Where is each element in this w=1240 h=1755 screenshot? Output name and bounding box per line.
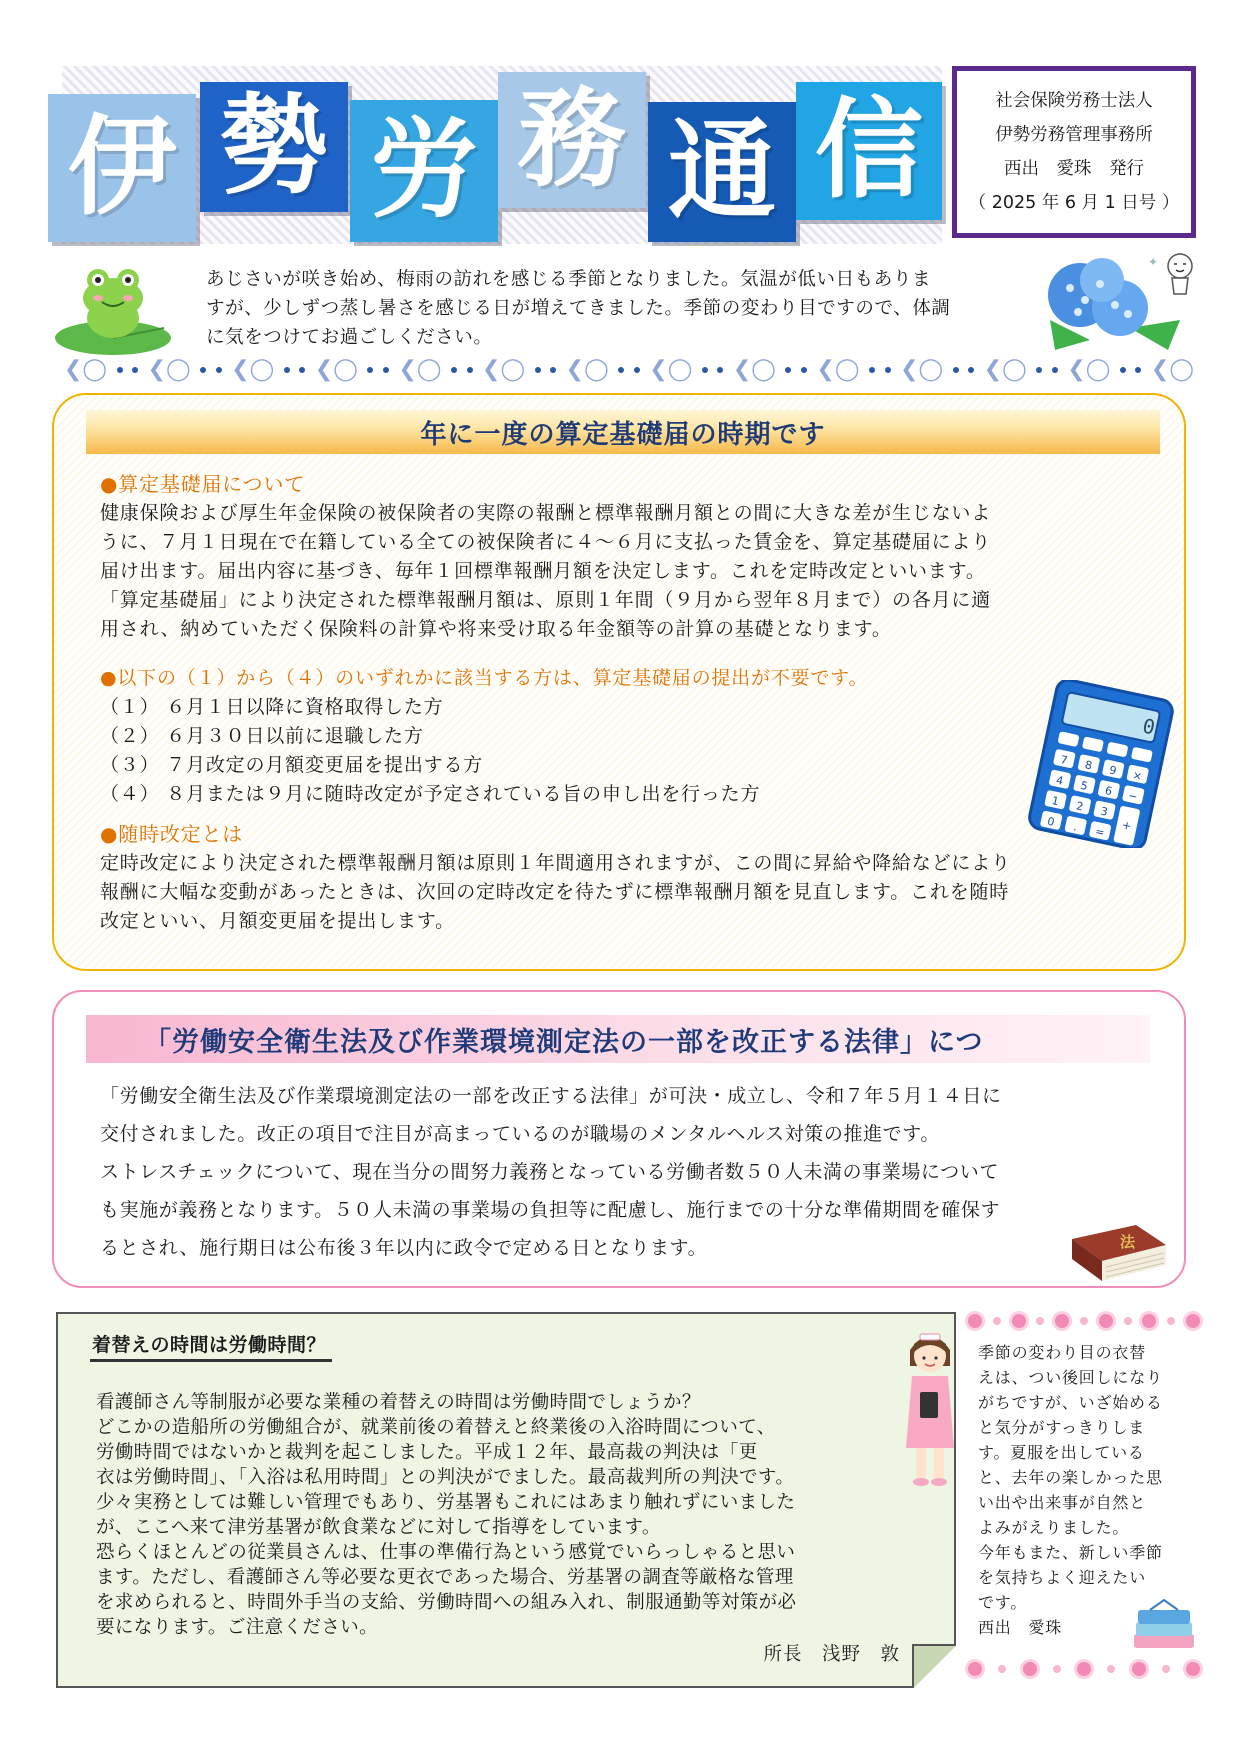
svg-text:✦: ✦ bbox=[1148, 255, 1159, 269]
sub1-line: 届け出ます。届出内容に基づき、毎年１回標準報酬月額を決定します。これを定時改定といいます。 bbox=[100, 560, 986, 582]
publisher-office: 伊勢労務管理事務所 bbox=[995, 125, 1153, 145]
sub2-item: （２） ６月３０日以前に退職した方 bbox=[100, 725, 424, 747]
section3-line: 看護師さん等制服が必要な業種の着替えの時間は労働時間でしょうか？ bbox=[96, 1392, 701, 1413]
svg-text:7: 7 bbox=[1059, 753, 1069, 768]
section3-title: 着替えの時間は労働時間？ bbox=[90, 1330, 332, 1362]
fish-border-icon: ❮◯ bbox=[482, 357, 526, 382]
fish-border-icon: ❮◯ bbox=[398, 357, 442, 382]
section2-line: 交付されました。改正の項目で注目が高まっているのが職場のメンタルヘルス対策の推進です。 bbox=[100, 1123, 940, 1145]
flower-border-icon bbox=[968, 1314, 982, 1328]
fish-border-icon: ❮◯ bbox=[983, 357, 1027, 382]
dot-ornament bbox=[1052, 367, 1058, 373]
sub3-heading: ●随時改定とは bbox=[100, 822, 244, 846]
section3-line: ます。ただし、看護師さん等必要な更衣であった場合、労基署の調査等厳格な管理 bbox=[96, 1567, 794, 1588]
nurse-icon bbox=[890, 1322, 970, 1492]
svg-text:1: 1 bbox=[1050, 794, 1061, 809]
side-line: 今年もまた、新しい季節 bbox=[978, 1543, 1163, 1562]
flower-border-icon bbox=[1186, 1314, 1200, 1328]
dot-ornament bbox=[216, 367, 222, 373]
publisher-box bbox=[952, 66, 1196, 238]
flower-border-icon bbox=[998, 1665, 1006, 1673]
side-line: よみがえりました。 bbox=[978, 1518, 1130, 1537]
dot-ornament bbox=[1135, 367, 1141, 373]
fish-border-icon: ❮◯ bbox=[1067, 357, 1111, 382]
section3-line: を求められると、時間外手当の支給、労働時間への組み入れ、制服通勤等対策が必 bbox=[96, 1592, 797, 1613]
flower-border-icon bbox=[968, 1662, 982, 1676]
svg-text:.: . bbox=[1072, 820, 1079, 834]
intro-line: すが、少しずつ蒸し暑さを感じる日が増えてきました。季節の変わり目ですので、体調 bbox=[206, 298, 951, 319]
svg-text:8: 8 bbox=[1083, 758, 1094, 773]
section3-line: 恐らくほとんどの従業員さんは、仕事の準備行為という感覚でいらっしゃると思い bbox=[96, 1542, 796, 1563]
side-line: がちですが、いざ始める bbox=[978, 1393, 1163, 1412]
flower-border-icon bbox=[1080, 1317, 1088, 1325]
masthead-char-1: 伊 bbox=[48, 94, 196, 242]
svg-text:5: 5 bbox=[1079, 778, 1089, 793]
section3-line: 衣は労働時間」、「入浴は私用時間」との判決がでました。最高裁判所の判決です。 bbox=[96, 1467, 795, 1488]
flower-border-icon bbox=[1186, 1662, 1200, 1676]
section3-body bbox=[96, 1390, 916, 1640]
flower-border-icon bbox=[1077, 1662, 1091, 1676]
masthead-char-6: 信 bbox=[796, 82, 942, 220]
masthead-char-2: 勢 bbox=[200, 82, 348, 212]
section1-title-band bbox=[86, 410, 1160, 454]
fish-border-icon: ❮◯ bbox=[900, 357, 944, 382]
dot-ornament bbox=[383, 367, 389, 373]
svg-text:=: = bbox=[1093, 824, 1106, 840]
flower-border-icon bbox=[1167, 1317, 1175, 1325]
section2-line: るとされ、施行期日は公布後３年以内に政令で定める日となります。 bbox=[100, 1237, 708, 1259]
publisher-issuer: 西出 愛珠 発行 bbox=[1004, 159, 1144, 179]
sub3-line: 報酬に大幅な変動があったときは、次回の定時改定を待たずに標準報酬月額を見直します。これを随時 bbox=[100, 881, 1010, 903]
dot-ornament bbox=[968, 367, 974, 373]
flower-border-bottom bbox=[968, 1656, 1200, 1682]
dot-ornament bbox=[299, 367, 305, 373]
svg-text:2: 2 bbox=[1074, 799, 1085, 814]
frog-icon bbox=[54, 258, 172, 356]
clothes-icon bbox=[1130, 1596, 1198, 1652]
masthead-char-3: 労 bbox=[350, 100, 498, 242]
intro-line: あじさいが咲き始め、梅雨の訪れを感じる季節となりました。気温が低い日もありま bbox=[206, 269, 932, 290]
dot-ornament bbox=[451, 367, 457, 373]
sub1-line: 健康保険および厚生年金保険の被保険者の実際の報酬と標準報酬月額との間に大きな差が生じないよ bbox=[100, 502, 992, 524]
dot-ornament bbox=[869, 367, 875, 373]
sub1-heading: ●算定基礎届について bbox=[100, 472, 306, 496]
dot-ornament bbox=[885, 367, 891, 373]
svg-text:+: + bbox=[1120, 818, 1133, 833]
svg-text:×: × bbox=[1131, 768, 1144, 784]
fish-border-icon: ❮◯ bbox=[649, 357, 693, 382]
section2-body bbox=[100, 1077, 1150, 1267]
sub2-heading: ●以下の（１）から（４）のいずれかに該当する方は、算定基礎届の提出が不要です。 bbox=[100, 667, 869, 689]
side-line: です。 bbox=[978, 1593, 1028, 1612]
dot-ornament bbox=[634, 367, 640, 373]
dot-ornament bbox=[367, 367, 373, 373]
flower-border-icon bbox=[1132, 1662, 1146, 1676]
flower-border-icon bbox=[993, 1317, 1001, 1325]
section3-line: どこかの造船所の労働組合が、就業前後の着替えと終業後の入浴時間について、 bbox=[96, 1417, 776, 1438]
page-fold bbox=[912, 1644, 956, 1688]
svg-text:0: 0 bbox=[1046, 814, 1056, 829]
sub3-line: 定時改定により決定された標準報酬月額は原則１年間適用されますが、この間に昇給や降給などにより bbox=[100, 852, 1011, 874]
sub1-line: 用され、納めていただく保険料の計算や将来受け取る年金額等の計算の基礎となります。 bbox=[100, 618, 892, 640]
fish-border bbox=[64, 357, 1194, 382]
section3-line: が、ここへ来て津労基署が飲食業などに対して指導をしています。 bbox=[96, 1517, 661, 1538]
side-line: す。夏服を出している bbox=[978, 1443, 1145, 1462]
intro-paragraph bbox=[206, 265, 1018, 352]
fish-border-icon: ❮◯ bbox=[816, 357, 860, 382]
law-book-label: 法 bbox=[1120, 1233, 1136, 1251]
flower-border-icon bbox=[1036, 1317, 1044, 1325]
side-line: と気分がすっきりしま bbox=[978, 1418, 1146, 1437]
side-line: を気持ちよく迎えたい bbox=[978, 1568, 1147, 1587]
section1-sub3 bbox=[100, 820, 1140, 936]
flower-border-icon bbox=[1124, 1317, 1132, 1325]
section1-sub1 bbox=[100, 470, 1140, 644]
dot-ornament bbox=[550, 367, 556, 373]
flower-border-icon bbox=[1099, 1314, 1113, 1328]
section2-line: ストレスチェックについて、現在当分の間努力義務となっている労働者数５０人未満の事業場について bbox=[100, 1161, 999, 1183]
side-line: 季節の変わり目の衣替 bbox=[978, 1343, 1147, 1362]
sub2-item: （４） ８月または９月に随時改定が予定されている旨の申し出を行った方 bbox=[100, 783, 761, 805]
dot-ornament bbox=[132, 367, 138, 373]
side-signature: 西出 愛珠 bbox=[978, 1618, 1063, 1637]
fish-border-icon: ❮◯ bbox=[1150, 357, 1194, 382]
fish-border-icon: ❮◯ bbox=[732, 357, 776, 382]
section1-title: 年に一度の算定基礎届の時期です bbox=[420, 419, 826, 450]
section3-line: 要になります。ご注意ください。 bbox=[96, 1617, 379, 1638]
masthead-char-5: 通 bbox=[648, 102, 796, 242]
side-line: と、去年の楽しかった思 bbox=[978, 1468, 1163, 1487]
side-column-text bbox=[978, 1340, 1178, 1640]
dot-ornament bbox=[117, 367, 123, 373]
fish-border-icon: ❮◯ bbox=[565, 357, 609, 382]
dot-ornament bbox=[200, 367, 206, 373]
svg-text:3: 3 bbox=[1099, 804, 1109, 819]
section3-signature: 所長 浅野 敦 bbox=[763, 1644, 900, 1665]
fish-border-icon: ❮◯ bbox=[64, 357, 108, 382]
dot-ornament bbox=[284, 367, 290, 373]
side-line: い出や出来事が自然と bbox=[978, 1493, 1147, 1512]
law-book-icon bbox=[1066, 1215, 1172, 1285]
svg-text:9: 9 bbox=[1108, 763, 1118, 778]
section1-sub2 bbox=[100, 664, 1060, 809]
flower-border-icon bbox=[1012, 1314, 1026, 1328]
sub2-item: （３） ７月改定の月額変更届を提出する方 bbox=[100, 754, 484, 776]
dot-ornament bbox=[467, 367, 473, 373]
svg-text:0: 0 bbox=[1140, 713, 1158, 740]
intro-line: に気をつけてお過ごしください。 bbox=[206, 327, 493, 348]
flower-border-icon bbox=[1053, 1665, 1061, 1673]
fish-border-icon: ❮◯ bbox=[147, 357, 191, 382]
dot-ornament bbox=[1120, 367, 1126, 373]
flower-border-top bbox=[968, 1308, 1200, 1334]
dot-ornament bbox=[702, 367, 708, 373]
dot-ornament bbox=[1036, 367, 1042, 373]
masthead-char-4: 務 bbox=[498, 72, 646, 208]
svg-text:4: 4 bbox=[1054, 773, 1065, 788]
hydrangea-icon bbox=[1030, 250, 1200, 360]
publisher-org-type: 社会保険労務士法人 bbox=[995, 91, 1153, 111]
section2-title-band bbox=[86, 1015, 1150, 1063]
dot-ornament bbox=[801, 367, 807, 373]
section2-line: も実施が義務となります。５０人未満の事業場の負担等に配慮し、施行までの十分な準備期間を確保す bbox=[100, 1199, 1001, 1221]
flower-border-icon bbox=[1162, 1665, 1170, 1673]
dot-ornament bbox=[785, 367, 791, 373]
dot-ornament bbox=[535, 367, 541, 373]
sub3-line: 改定といい、月額変更届を提出します。 bbox=[100, 910, 455, 932]
issue-date: （ 2025 年 6 月 1 日号 ） bbox=[968, 193, 1180, 213]
side-line: えは、つい後回しになり bbox=[978, 1368, 1163, 1387]
dot-ornament bbox=[717, 367, 723, 373]
svg-text:6: 6 bbox=[1103, 783, 1114, 799]
dot-ornament bbox=[953, 367, 959, 373]
svg-text:−: − bbox=[1127, 788, 1139, 804]
section2-title: 「労働安全衛生法及び作業環境測定法の一部を改正する法律」につ bbox=[144, 1026, 984, 1058]
fish-border-icon: ❮◯ bbox=[231, 357, 275, 382]
flower-border-icon bbox=[1107, 1665, 1115, 1673]
dot-ornament bbox=[618, 367, 624, 373]
sub1-line: 「算定基礎届」により決定された標準報酬月額は、原則１年間（９月から翌年８月まで）の各月に適 bbox=[100, 589, 992, 611]
flower-border-icon bbox=[1055, 1314, 1069, 1328]
sub1-line: うに、７月１日現在で在籍している全ての被保険者に４～６月に支払った賃金を、算定基礎届により bbox=[100, 531, 992, 553]
flower-border-icon bbox=[1023, 1662, 1037, 1676]
section3-line: 少々実務としては難しい管理でもあり、労基署もこれにはあまり触れずにいました bbox=[96, 1492, 796, 1513]
fish-border-icon: ❮◯ bbox=[314, 357, 358, 382]
sub2-item: （１） ６月１日以降に資格取得した方 bbox=[100, 696, 444, 718]
section3-line: 労働時間ではないかと裁判を起こしました。平成１２年、最高裁の判決は「更 bbox=[96, 1442, 758, 1463]
flower-border-icon bbox=[1142, 1314, 1156, 1328]
section2-line: 「労働安全衛生法及び作業環境測定法の一部を改正する法律」が可決・成立し、令和７年５月１４日に bbox=[100, 1085, 1002, 1107]
